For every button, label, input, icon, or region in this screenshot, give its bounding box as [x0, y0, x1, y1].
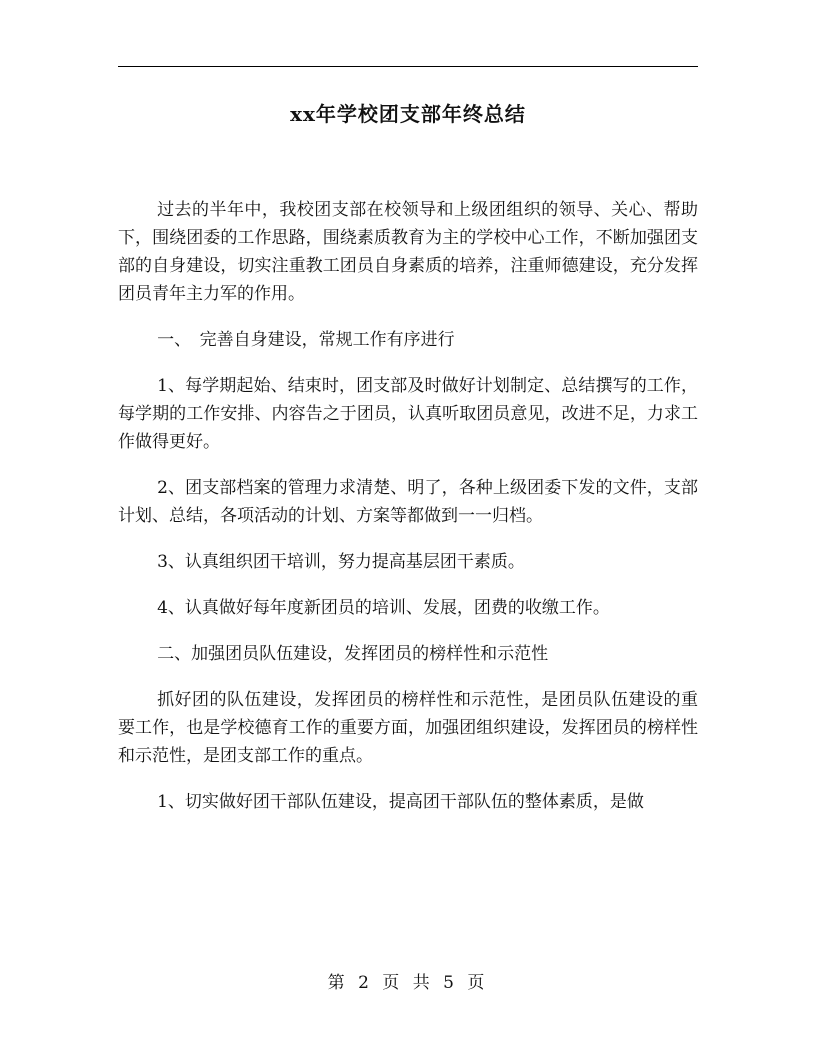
- paragraph: 1、切实做好团干部队伍建设，提高团干部队伍的整体素质，是做: [157, 792, 644, 812]
- page-footer: 第 2 页 共 5 页: [327, 973, 489, 993]
- paragraph: 抓好团的队伍建设，发挥团员的榜样性和示范性，是团员队伍建设的重要工作，也是学校德育工作的重要方面，加强团组织建设，发挥团员的榜样性和示范性，是团支部工作的重点。: [118, 690, 698, 766]
- paragraph: 4、认真做好每年度新团员的培训、发展，团费的收缴工作。: [157, 598, 610, 618]
- document-body: [118, 196, 698, 834]
- section-heading: 一、 完善自身建设，常规工作有序进行: [157, 330, 455, 350]
- paragraph: 1、每学期起始、结束时，团支部及时做好计划制定、总结撰写的工作，每学期的工作安排、内容告之于团员，认真听取团员意见，改进不足，力求工作做得更好。: [118, 376, 698, 452]
- paragraph: 过去的半年中，我校团支部在校领导和上级团组织的领导、关心、帮助下，围绕团委的工作思路，围绕素质教育为主的学校中心工作，不断加强团支部的自身建设，切实注重教工团员自身素质的培养，注重师德建设，充分发挥团员青年主力军的作用。: [118, 200, 698, 304]
- paragraph: 2、团支部档案的管理力求清楚、明了，各种上级团委下发的文件，支部计划、总结，各项活动的计划、方案等都做到一一归档。: [118, 478, 698, 526]
- document-title: xx年学校团支部年终总结: [290, 102, 526, 126]
- section-heading: 二、加强团员队伍建设，发挥团员的榜样性和示范性: [157, 644, 549, 664]
- paragraph: 3、认真组织团干培训，努力提高基层团干素质。: [157, 552, 525, 572]
- header-rule: [118, 66, 698, 67]
